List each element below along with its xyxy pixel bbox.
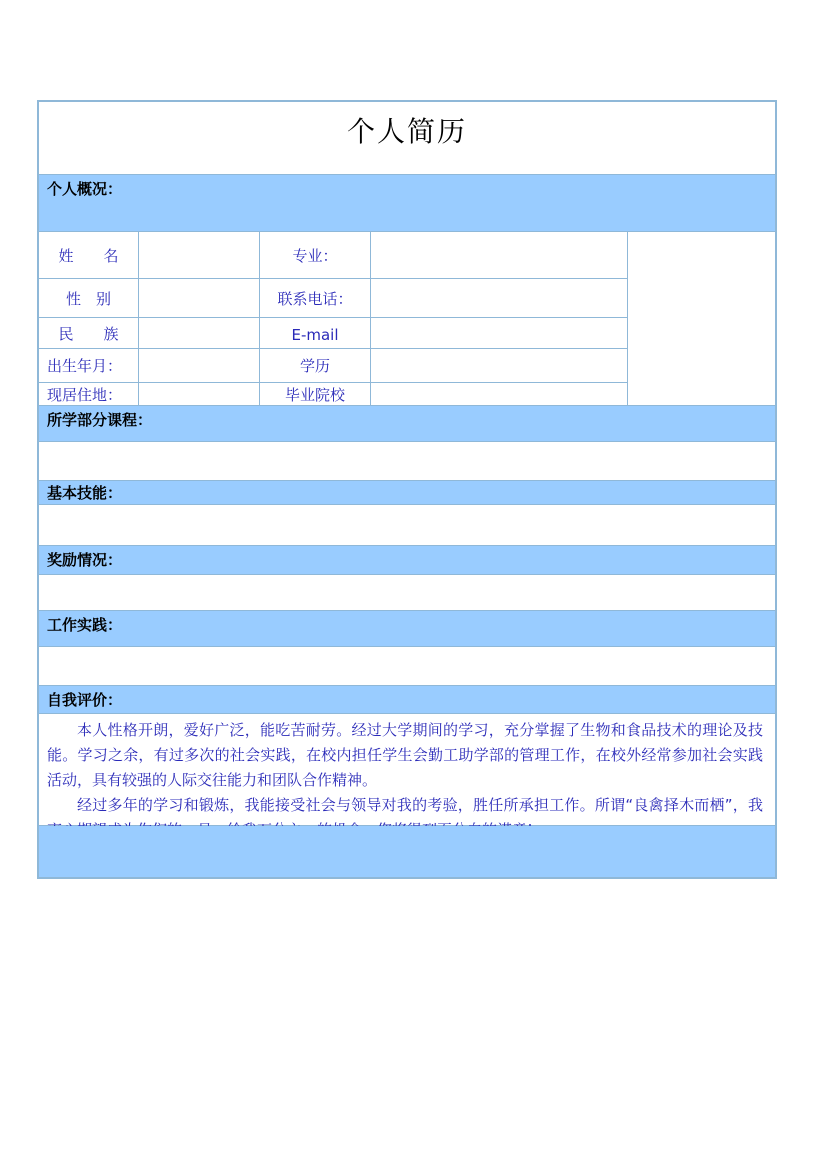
self-eval-header: [39, 686, 775, 714]
phone-label: 联系电话：: [260, 279, 371, 318]
ethnicity-label: 民 族: [39, 318, 139, 349]
gender-field[interactable]: [139, 279, 260, 318]
major-field[interactable]: [371, 232, 628, 279]
overview-label: 个人概况：: [47, 180, 123, 198]
courses-label: 所学部分课程：: [47, 411, 153, 429]
major-label: 专业：: [260, 232, 371, 279]
awards-header: [39, 546, 775, 575]
address-label: 现居住地：: [39, 383, 139, 406]
phone-field[interactable]: [371, 279, 628, 318]
education-label: 学历: [260, 349, 371, 383]
skills-header: [39, 481, 775, 505]
work-header: [39, 611, 775, 647]
overview-header: [39, 175, 775, 232]
birth-field[interactable]: [139, 349, 260, 383]
email-field[interactable]: [371, 318, 628, 349]
school-label: 毕业院校: [260, 383, 371, 406]
resume-sheet: [37, 100, 777, 879]
school-field[interactable]: [371, 383, 628, 406]
title-row: [39, 102, 775, 175]
footer-band: [39, 826, 775, 877]
awards-content[interactable]: [39, 575, 775, 611]
work-content[interactable]: [39, 647, 775, 686]
work-label: 工作实践：: [47, 616, 123, 634]
skills-content[interactable]: [39, 505, 775, 546]
courses-content[interactable]: [39, 442, 775, 481]
birth-label: 出生年月：: [39, 349, 139, 383]
photo-box[interactable]: [628, 232, 775, 406]
page-title: 个人简历: [346, 115, 467, 148]
gender-label: 性 别: [39, 279, 139, 318]
self-eval-paragraph-1: 本人性格开朗，爱好广泛，能吃苦耐劳。经过大学期间的学习，充分掌握了生物和食品技术的理论及技能。学习之余，有过多次的社会实践，在校内担任学生会勤工助学部的管理工作，在校外经常参加社会实践活动，具有较强的人际交往能力和团队合作精神。: [47, 721, 763, 789]
ethnicity-field[interactable]: [139, 318, 260, 349]
self-eval-label: 自我评价：: [47, 691, 123, 709]
self-eval-paragraph-2: 经过多年的学习和锻炼，我能接受社会与领导对我的考验，胜任所承担工作。所谓“良禽择木而栖”，我: [77, 796, 763, 814]
education-field[interactable]: [371, 349, 628, 383]
email-label: E-mail: [260, 318, 371, 349]
skills-label: 基本技能：: [47, 484, 123, 502]
address-field[interactable]: [139, 383, 260, 406]
awards-label: 奖励情况：: [47, 551, 123, 569]
name-label: 姓 名: [39, 232, 139, 279]
courses-header: [39, 406, 775, 442]
name-field[interactable]: [139, 232, 260, 279]
self-eval-content: [39, 714, 775, 826]
